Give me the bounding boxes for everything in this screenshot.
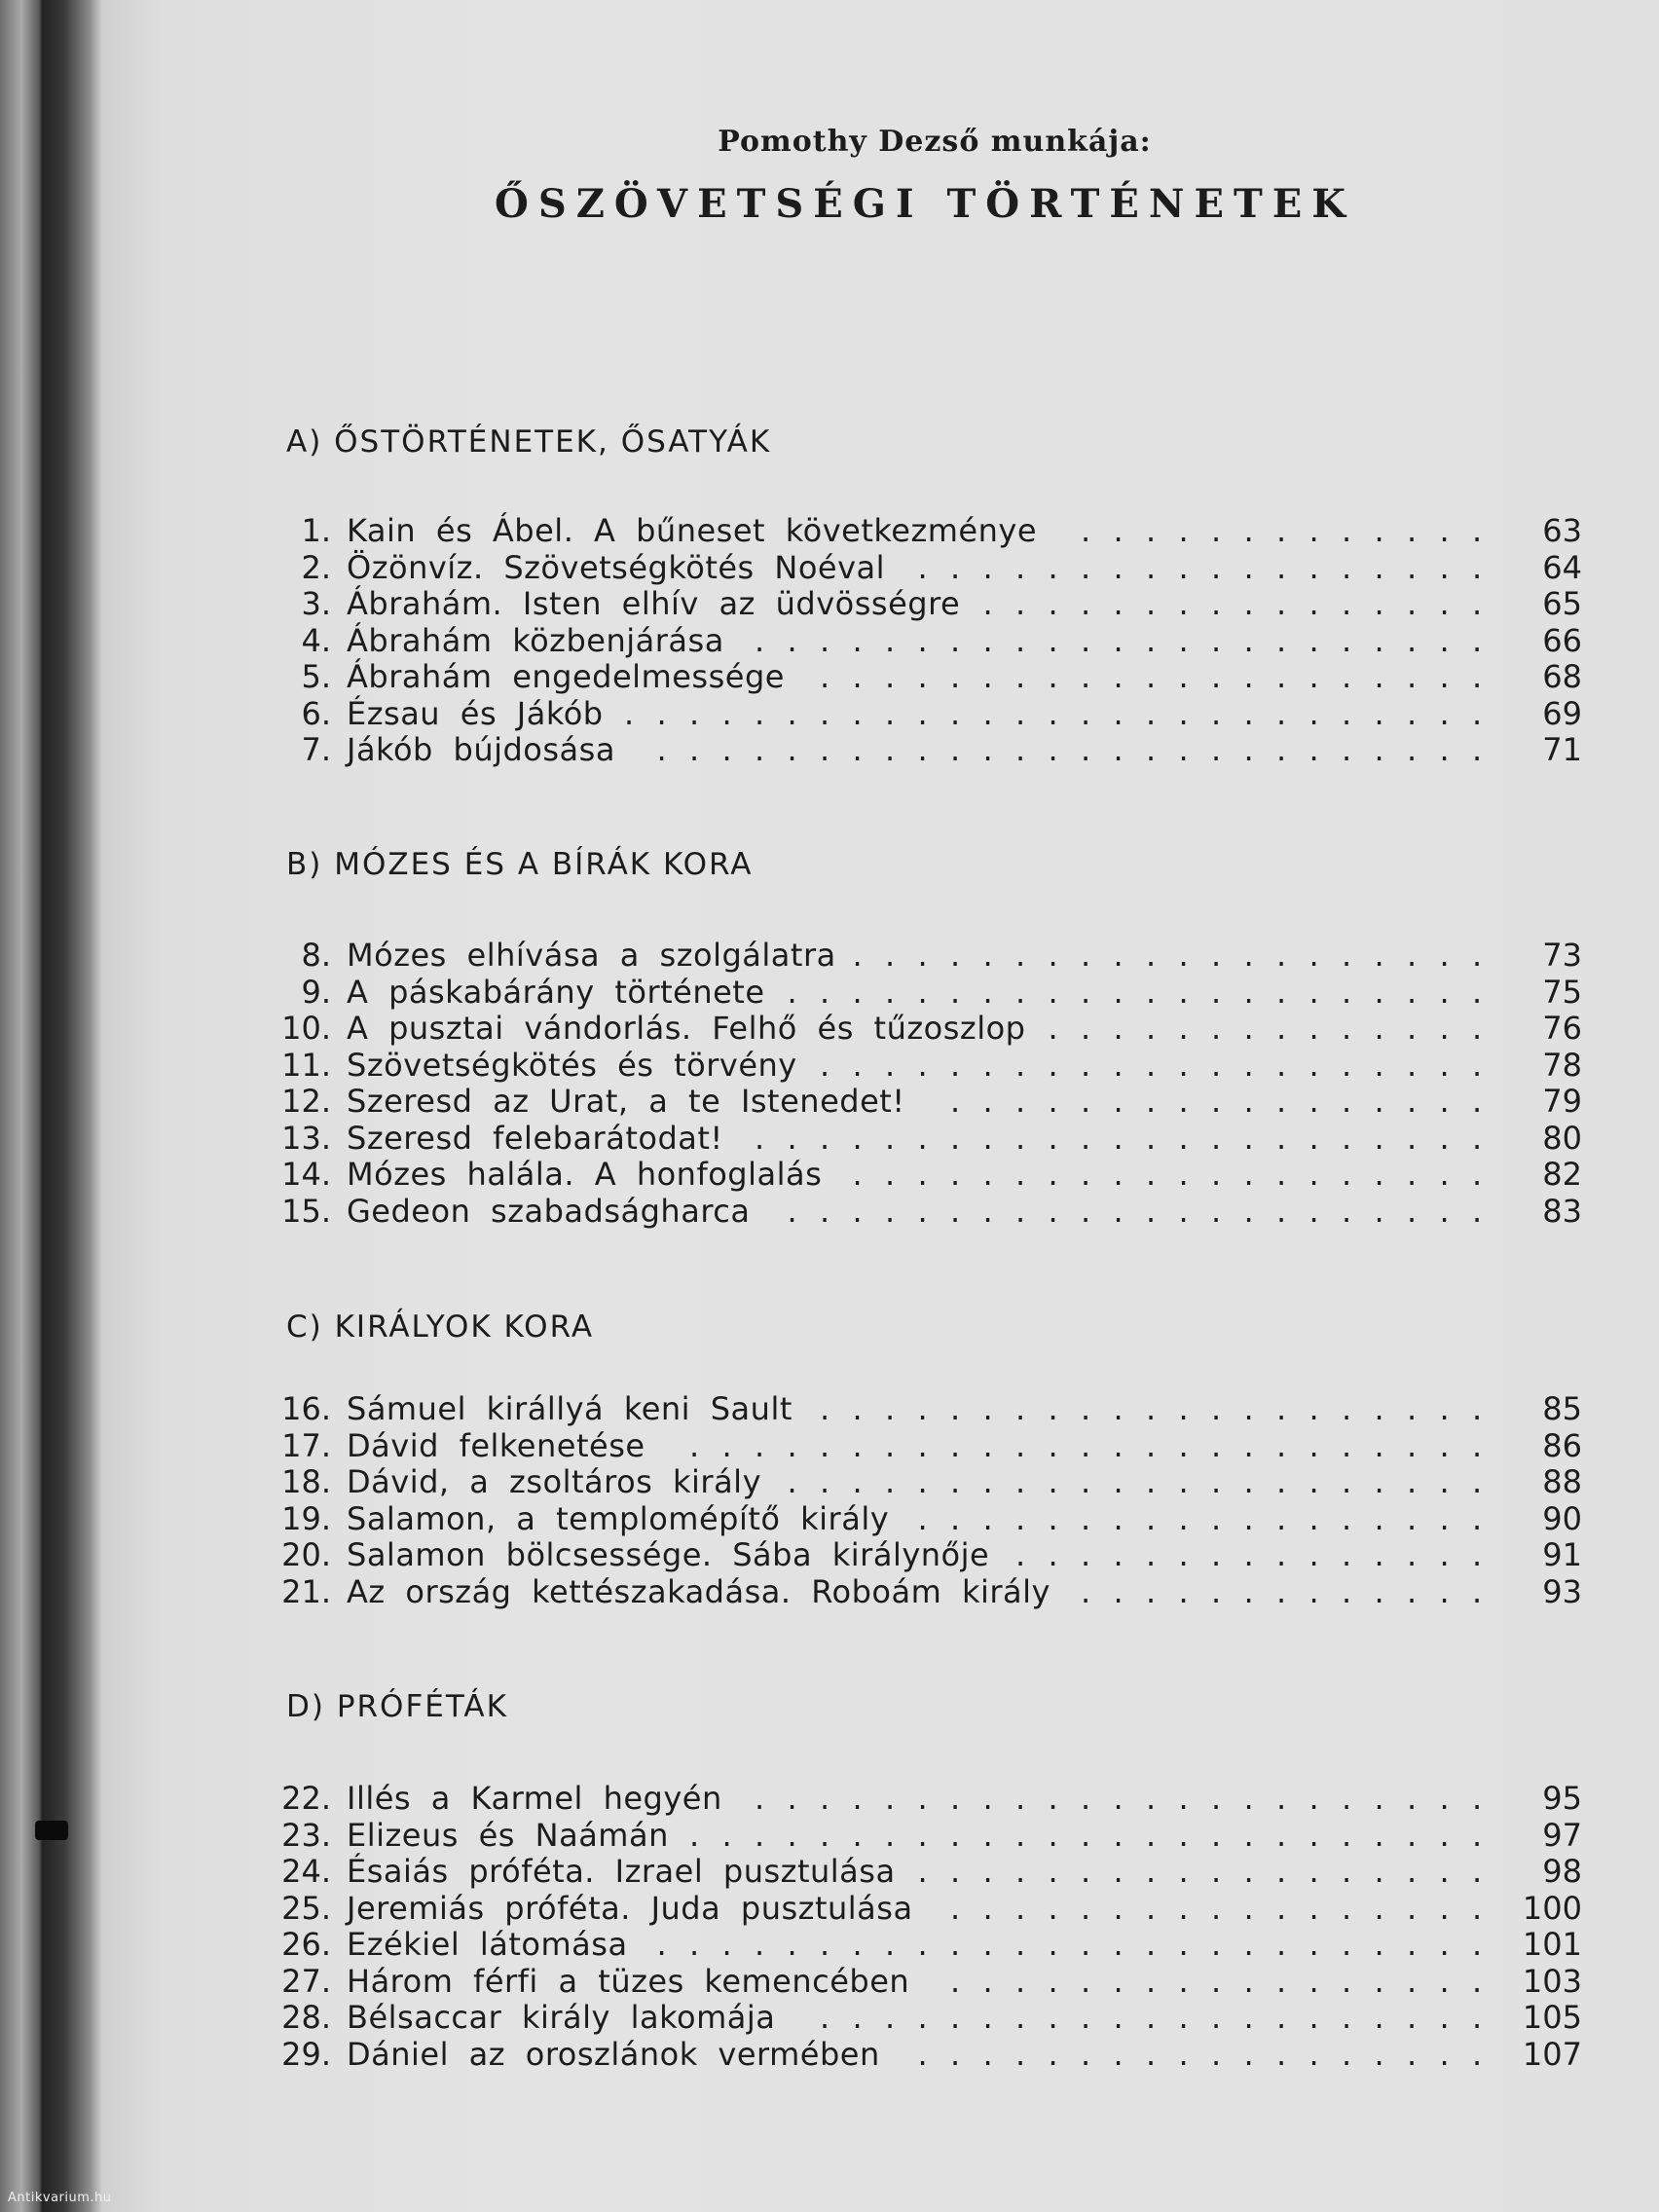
entry-number: 28. (281, 1999, 331, 2036)
entry-page-number: 100 (1522, 1889, 1582, 1927)
toc-list-a (273, 513, 1587, 769)
toc-entry (273, 1428, 1587, 1465)
entry-number: 27. (281, 1962, 331, 2000)
toc-entry (273, 1084, 1587, 1121)
book-spine (0, 0, 43, 2212)
entry-number: 23. (281, 1816, 331, 1854)
entry-title: A páskabárány története (347, 973, 765, 1011)
entry-number: 19. (281, 1499, 331, 1537)
section-heading-d: D) PRÓFÉTÁK (286, 1689, 508, 1724)
entry-title: Ábrahám közbenjárása (347, 621, 724, 659)
entry-title: Gedeon szabadságharca (347, 1192, 751, 1230)
entry-number: 1. (301, 512, 331, 549)
toc-entry (273, 1574, 1587, 1611)
toc-list-d (273, 1781, 1587, 2073)
dot-leader: . . . . . . . . . . . . . . . . . . (917, 2035, 1483, 2073)
dot-leader: . . . . . . . . . . . . . . . . . . . . . . . (755, 621, 1483, 659)
entry-page-number: 105 (1522, 1999, 1582, 2036)
toc-entry (273, 1121, 1587, 1158)
entry-title: Illés a Karmel hegyén (347, 1780, 722, 1817)
dot-leader: . . . . . . . . . . . . . . . . . . (917, 548, 1483, 586)
entry-number: 21. (281, 1572, 331, 1610)
entry-title: Özönvíz. Szövetségkötés Noéval (347, 548, 886, 586)
toc-entry (273, 696, 1587, 733)
entry-number: 7. (301, 731, 331, 768)
dot-leader: . . . . . . . . . . . . . . . . . . . . . . . . . . . (624, 694, 1483, 732)
entry-title: Mózes elhívása a szolgálatra (347, 937, 836, 974)
page-title: ŐSZÖVETSÉGI TÖRTÉNETEK (494, 181, 1355, 227)
entry-number: 17. (281, 1426, 331, 1464)
toc-entry (273, 938, 1587, 975)
entry-page-number: 63 (1542, 512, 1582, 549)
dot-leader: . . . . . . . . . . . . . . . . . (950, 1962, 1483, 2000)
toc-entry (273, 975, 1587, 1012)
entry-title: Három férfi a tüzes kemencében (347, 1962, 910, 2000)
entry-page-number: 75 (1542, 973, 1582, 1011)
entry-number: 29. (281, 2035, 331, 2073)
toc-entry (273, 659, 1587, 696)
entry-title: Jeremiás próféta. Juda pusztulása (347, 1889, 913, 1927)
section-heading-a: A) ŐSTÖRTÉNETEK, ŐSATYÁK (286, 424, 772, 460)
entry-page-number: 107 (1522, 2035, 1582, 2073)
entry-title: Dávid felkenetése (347, 1426, 645, 1464)
entry-page-number: 66 (1542, 621, 1582, 659)
entry-number: 12. (281, 1083, 331, 1120)
entry-number: 18. (281, 1463, 331, 1500)
author-line: Pomothy Dezső munkája: (718, 125, 1152, 159)
dot-leader: . . . . . . . . . . . . . . . . . . . . . . . . . (689, 1426, 1483, 1464)
toc-entry (273, 623, 1587, 660)
entry-page-number: 90 (1542, 1499, 1582, 1537)
entry-title: Ábrahám engedelmessége (347, 658, 785, 695)
entry-page-number: 82 (1542, 1156, 1582, 1193)
dot-leader: . . . . . . . . . . . . . . . . . . . . . (820, 1999, 1483, 2036)
entry-page-number: 88 (1542, 1463, 1582, 1500)
toc-entry (273, 1501, 1587, 1538)
toc-entry (273, 1891, 1587, 1928)
dot-leader: . . . . . . . . . . . . . . . . . . (917, 1853, 1483, 1890)
entry-title: Ábrahám. Isten elhív az üdvösségre (347, 585, 961, 622)
entry-page-number: 64 (1542, 548, 1582, 586)
dot-leader: . . . . . . . . . . . . . (1081, 512, 1483, 549)
dot-leader: . . . . . . . . . . . . . . . (1015, 1536, 1483, 1573)
toc-entry (273, 550, 1587, 587)
entry-page-number: 86 (1542, 1426, 1582, 1464)
entry-number: 22. (281, 1780, 331, 1817)
dot-leader: . . . . . . . . . . . . . . . . . . . . (852, 1156, 1483, 1193)
dot-leader: . . . . . . . . . . . . . (1081, 1572, 1483, 1610)
dot-leader: . . . . . . . . . . . . . . . . . . . . . . . . . . (656, 731, 1483, 768)
entry-number: 9. (301, 973, 331, 1011)
toc-entry (273, 586, 1587, 623)
toc-list-c (273, 1391, 1587, 1610)
entry-title: Szeresd az Urat, a te Istenedet! (347, 1083, 905, 1120)
entry-title: Ézsau és Jákób (347, 694, 604, 732)
dot-leader: . . . . . . . . . . . . . . . . . (950, 1083, 1483, 1120)
watermark-credit: Antikvarium.hu (8, 2191, 112, 2205)
entry-number: 25. (281, 1889, 331, 1927)
entry-number: 6. (301, 694, 331, 732)
toc-entry (273, 513, 1587, 550)
toc-entry (273, 1964, 1587, 2001)
entry-page-number: 79 (1542, 1083, 1582, 1120)
dot-leader: . . . . . . . . . . . . . . . . (982, 585, 1483, 622)
entry-number: 14. (281, 1156, 331, 1193)
dot-leader: . . . . . . . . . . . . . . . . . (950, 1889, 1483, 1927)
dot-leader: . . . . . . . . . . . . . . . . . . . . . . (787, 1192, 1483, 1230)
spine-shadow (43, 0, 101, 2212)
entry-number: 15. (281, 1192, 331, 1230)
entry-title: Salamon, a templomépítő király (347, 1499, 890, 1537)
dot-leader: . . . . . . . . . . . . . . . . . . . . . . (787, 973, 1483, 1011)
entry-title: A pusztai vándorlás. Felhő és tűzoszlop (347, 1010, 1026, 1047)
entry-number: 3. (301, 585, 331, 622)
section-heading-c: C) KIRÁLYOK KORA (286, 1309, 595, 1345)
toc-entry (273, 1194, 1587, 1231)
toc-entry (273, 1391, 1587, 1428)
dot-leader: . . . . . . . . . . . . . . . . . . . . . . . . . . (656, 1926, 1483, 1963)
toc-entry (273, 1781, 1587, 1818)
toc-entry (273, 1537, 1587, 1574)
entry-title: Dávid, a zsoltáros király (347, 1463, 761, 1500)
dot-leader: . . . . . . . . . . . . . . . . . . . . . (820, 658, 1483, 695)
entry-page-number: 97 (1542, 1816, 1582, 1854)
entry-number: 16. (281, 1390, 331, 1427)
entry-page-number: 103 (1522, 1962, 1582, 2000)
toc-entry (273, 2000, 1587, 2037)
toc-entry (273, 1927, 1587, 1964)
toc-entry (273, 1818, 1587, 1855)
entry-title: Sámuel királlyá keni Sault (347, 1390, 793, 1427)
entry-page-number: 78 (1542, 1046, 1582, 1084)
entry-number: 26. (281, 1926, 331, 1963)
toc-entry (273, 2037, 1587, 2074)
entry-page-number: 68 (1542, 658, 1582, 695)
entry-title: Jákób bújdosása (347, 731, 615, 768)
entry-page-number: 73 (1542, 937, 1582, 974)
entry-number: 10. (281, 1010, 331, 1047)
spine-mark (35, 1821, 68, 1840)
dot-leader: . . . . . . . . . . . . . . . . . . . . . . . . . (689, 1816, 1483, 1854)
entry-page-number: 65 (1542, 585, 1582, 622)
entry-title: Az ország kettészakadása. Roboám király (347, 1572, 1051, 1610)
entry-title: Ezékiel látomása (347, 1926, 628, 1963)
entry-page-number: 83 (1542, 1192, 1582, 1230)
dot-leader: . . . . . . . . . . . . . . . . . . . . (852, 937, 1483, 974)
entry-number: 20. (281, 1536, 331, 1573)
entry-title: Szövetségkötés és törvény (347, 1046, 797, 1084)
entry-title: Bélsaccar király lakomája (347, 1999, 776, 2036)
section-heading-b: B) MÓZES ÉS A BÍRÁK KORA (286, 847, 754, 882)
dot-leader: . . . . . . . . . . . . . . (1048, 1010, 1483, 1047)
entry-page-number: 93 (1542, 1572, 1582, 1610)
entry-page-number: 69 (1542, 694, 1582, 732)
entry-page-number: 91 (1542, 1536, 1582, 1573)
entry-page-number: 98 (1542, 1853, 1582, 1890)
entry-title: Szeresd felebarátodat! (347, 1119, 723, 1157)
toc-entry (273, 1464, 1587, 1501)
entry-number: 5. (301, 658, 331, 695)
entry-number: 8. (301, 937, 331, 974)
entry-title: Dániel az oroszlánok vermében (347, 2035, 880, 2073)
dot-leader: . . . . . . . . . . . . . . . . . . . . . . . (755, 1780, 1483, 1817)
entry-title: Mózes halála. A honfoglalás (347, 1156, 823, 1193)
dot-leader: . . . . . . . . . . . . . . . . . . . . . . (787, 1463, 1483, 1500)
toc-entry (273, 1011, 1587, 1048)
entry-title: Ésaiás próféta. Izrael pusztulása (347, 1853, 896, 1890)
entry-page-number: 95 (1542, 1780, 1582, 1817)
entry-page-number: 85 (1542, 1390, 1582, 1427)
entry-page-number: 80 (1542, 1119, 1582, 1157)
dot-leader: . . . . . . . . . . . . . . . . . . . . . . . (755, 1119, 1483, 1157)
toc-entry (273, 1854, 1587, 1891)
toc-entry (273, 1157, 1587, 1194)
entry-number: 13. (281, 1119, 331, 1157)
entry-page-number: 71 (1542, 731, 1582, 768)
entry-page-number: 101 (1522, 1926, 1582, 1963)
entry-number: 11. (281, 1046, 331, 1084)
entry-number: 2. (301, 548, 331, 586)
entry-page-number: 76 (1542, 1010, 1582, 1047)
toc-entry (273, 732, 1587, 769)
dot-leader: . . . . . . . . . . . . . . . . . . . . . (820, 1390, 1483, 1427)
entry-number: 4. (301, 621, 331, 659)
dot-leader: . . . . . . . . . . . . . . . . . . . . . (820, 1046, 1483, 1084)
toc-list-b (273, 938, 1587, 1230)
entry-number: 24. (281, 1853, 331, 1890)
entry-title: Elizeus és Naámán (347, 1816, 669, 1854)
entry-title: Salamon bölcsessége. Sába királynője (347, 1536, 990, 1573)
toc-entry (273, 1048, 1587, 1085)
dot-leader: . . . . . . . . . . . . . . . . . . (917, 1499, 1483, 1537)
entry-title: Kain és Ábel. A bűneset következménye (347, 512, 1038, 549)
